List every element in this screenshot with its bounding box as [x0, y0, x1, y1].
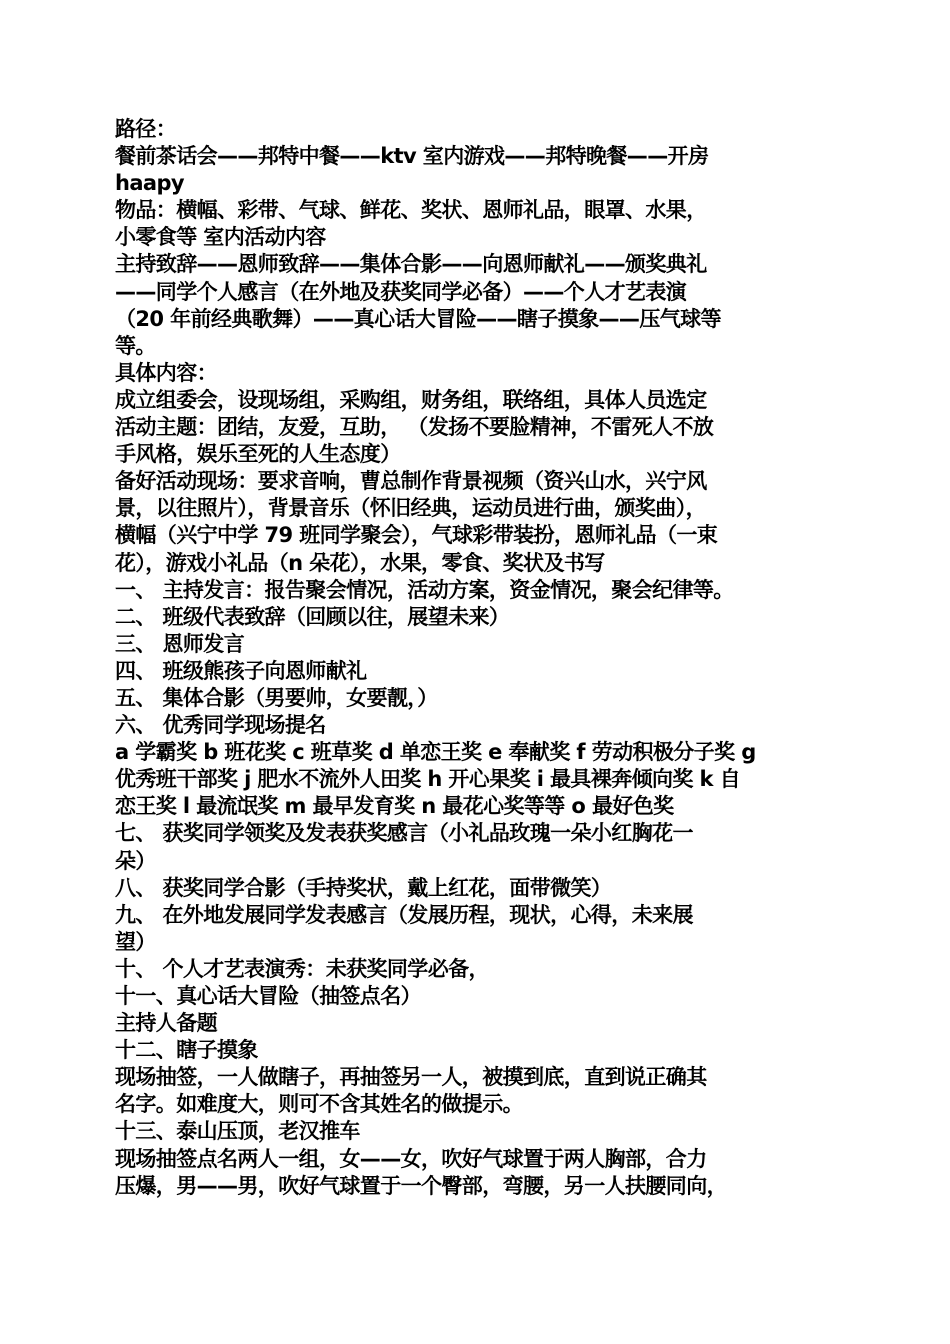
- text-line: a 学霸奖 b 班花奖 c 班草奖 d 单恋王奖 e 奉献奖 f 劳动积极分子奖 g: [115, 740, 756, 765]
- text-line: 现场抽签点名两人一组，女——女，吹好气球置于两人胸部，合力: [115, 1146, 707, 1171]
- text-line: 三、 恩师发言: [115, 631, 245, 656]
- text-line: 名字。如难度大，则可不含其姓名的做提示。: [115, 1092, 523, 1117]
- text-line: 八、 获奖同学合影（手持奖状，戴上红花，面带微笑）: [115, 875, 612, 900]
- text-line: 餐前茶话会——邦特中餐——ktv 室内游戏——邦特晚餐——开房: [115, 144, 709, 169]
- text-line: 主持致辞——恩师致辞——集体合影——向恩师献礼——颁奖典礼: [115, 252, 707, 277]
- text-line: 十三、泰山压顶，老汉推车: [115, 1119, 360, 1144]
- text-line: 压爆，男——男，吹好气球置于一个臀部，弯腰，另一人扶腰同向，: [115, 1173, 727, 1198]
- text-line: 六、 优秀同学现场提名: [115, 713, 326, 738]
- text-line: 具体内容：: [115, 360, 217, 385]
- text-line: 十二、瞎子摸象: [115, 1038, 258, 1063]
- text-line: 九、 在外地发展同学发表感言（发展历程，现状，心得，未来展: [115, 902, 693, 927]
- text-line: 十、 个人才艺表演秀：未获奖同学必备，: [115, 956, 489, 981]
- text-line: 路径：: [115, 117, 177, 141]
- text-line: 活动主题：团结，友爱，互助， （发扬不要脸精神，不雷死人不放: [115, 415, 714, 440]
- text-line: 二、 班级代表致辞（回顾以往，展望未来）: [115, 604, 510, 629]
- text-line: 物品：横幅、彩带、气球、鲜花、奖状、恩师礼品，眼罩、水果，: [115, 198, 707, 223]
- text-line: 恋王奖 l 最流氓奖 m 最早发育奖 n 最花心奖等等 o 最好色奖: [115, 794, 674, 819]
- text-line: 四、 班级熊孩子向恩师献礼: [115, 658, 367, 683]
- text-line: 优秀班干部奖 j 肥水不流外人田奖 h 开心果奖 i 最具裸奔倾向奖 k 自: [115, 767, 740, 792]
- text-line: 花），游戏小礼品（n 朵花），水果，零食、奖状及书写: [115, 550, 605, 575]
- text-line: 成立组委会，设现场组，采购组，财务组，联络组，具体人员选定: [115, 387, 707, 412]
- text-line: 现场抽签，一人做瞎子，再抽签另一人，被摸到底，直到说正确其: [115, 1065, 707, 1090]
- document-body: [115, 116, 835, 1200]
- text-line: 十一、真心话大冒险（抽签点名）: [115, 984, 421, 1008]
- text-line: 七、 获奖同学领奖及发表获奖感言（小礼品玫瑰一朵小红胸花一: [115, 821, 693, 846]
- text-line: 主持人备题: [115, 1011, 217, 1036]
- text-line: （20 年前经典歌舞）——真心话大冒险——瞎子摸象——压气球等: [115, 306, 721, 331]
- text-line: 望）: [115, 929, 156, 954]
- text-line: 景，以往照片），背景音乐（怀旧经典，运动员进行曲，颁奖曲），: [115, 496, 706, 521]
- text-line: 一、 主持发言：报告聚会情况，活动方案，资金情况，聚会纪律等。: [115, 577, 734, 602]
- text-line: haapy: [115, 171, 185, 196]
- text-line: 手风格，娱乐至死的人生态度）: [115, 442, 401, 467]
- text-line: 横幅（兴宁中学 79 班同学聚会），气球彩带装扮，恩师礼品（一束: [115, 523, 718, 548]
- text-line: 等。: [115, 333, 156, 358]
- text-line: 备好活动现场：要求音响，曹总制作背景视频（资兴山水，兴宁风: [115, 469, 707, 494]
- text-line: ——同学个人感言（在外地及获奖同学必备）——个人才艺表演: [115, 279, 687, 304]
- text-line: 朵）: [115, 848, 156, 873]
- text-line: 五、 集体合影（男要帅，女要靓，）: [115, 685, 438, 710]
- text-line: 小零食等 室内活动内容: [115, 225, 326, 250]
